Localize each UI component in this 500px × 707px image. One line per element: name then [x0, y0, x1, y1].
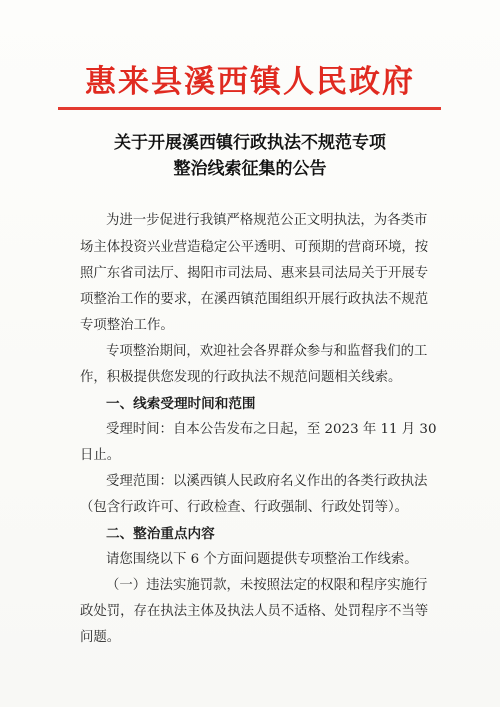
paragraph-2-line-1: 专项整治期间，欢迎社会各界群众参与和监督我们的工	[106, 344, 428, 359]
document-title-line-2: 整治线索征集的公告	[173, 159, 327, 179]
paragraph-3-line-1: 受理时间：自本公告发布之日起，至 2023 年 11 月 30	[106, 422, 437, 437]
paragraph-4-line-1: 受理范围：以溪西镇人民政府名义作出的各类行政执法	[106, 474, 428, 489]
issuer-header: 惠来县溪西镇人民政府	[85, 64, 415, 100]
section-heading-2: 二、整治重点内容	[106, 526, 215, 542]
paragraph-1-line-3: 照广东省司法厅、揭阳市司法局、惠来县司法局关于开展专	[80, 266, 429, 281]
document-title-line-1: 关于开展溪西镇行政执法不规范专项	[114, 133, 386, 153]
paragraph-6-line-3: 问题。	[80, 630, 121, 645]
paragraph-6-line-1: （一）违法实施罚款，未按照法定的权限和程序实施行	[106, 578, 428, 593]
paragraph-1-line-5: 专项整治工作。	[80, 318, 174, 333]
paragraph-2-line-2: 作，积极提供您发现的行政执法不规范问题相关线索。	[80, 370, 402, 385]
paragraph-1-line-1: 为进一步促进行我镇严格规范公正文明执法，为各类市	[106, 213, 428, 228]
paragraph-1-line-4: 项整治工作的要求，在溪西镇范围组织开展行政执法不规范	[80, 292, 429, 307]
paragraph-4-line-2: （包含行政许可、行政检查、行政强制、行政处罚等）。	[80, 500, 409, 515]
section-heading-1: 一、线索受理时间和范围	[106, 396, 256, 412]
paragraph-6-line-2: 政处罚，存在执法主体及执法人员不适格、处罚程序不当等	[80, 604, 429, 619]
paragraph-1-line-2: 场主体投资兴业营造稳定公平透明、可预期的营商环境，按	[80, 240, 429, 255]
paragraph-5-line-1: 请您围绕以下 6 个方面问题提供专项整治工作线索。	[106, 552, 418, 567]
paragraph-3-line-2: 日止。	[80, 448, 121, 463]
red-divider-line	[58, 107, 441, 110]
